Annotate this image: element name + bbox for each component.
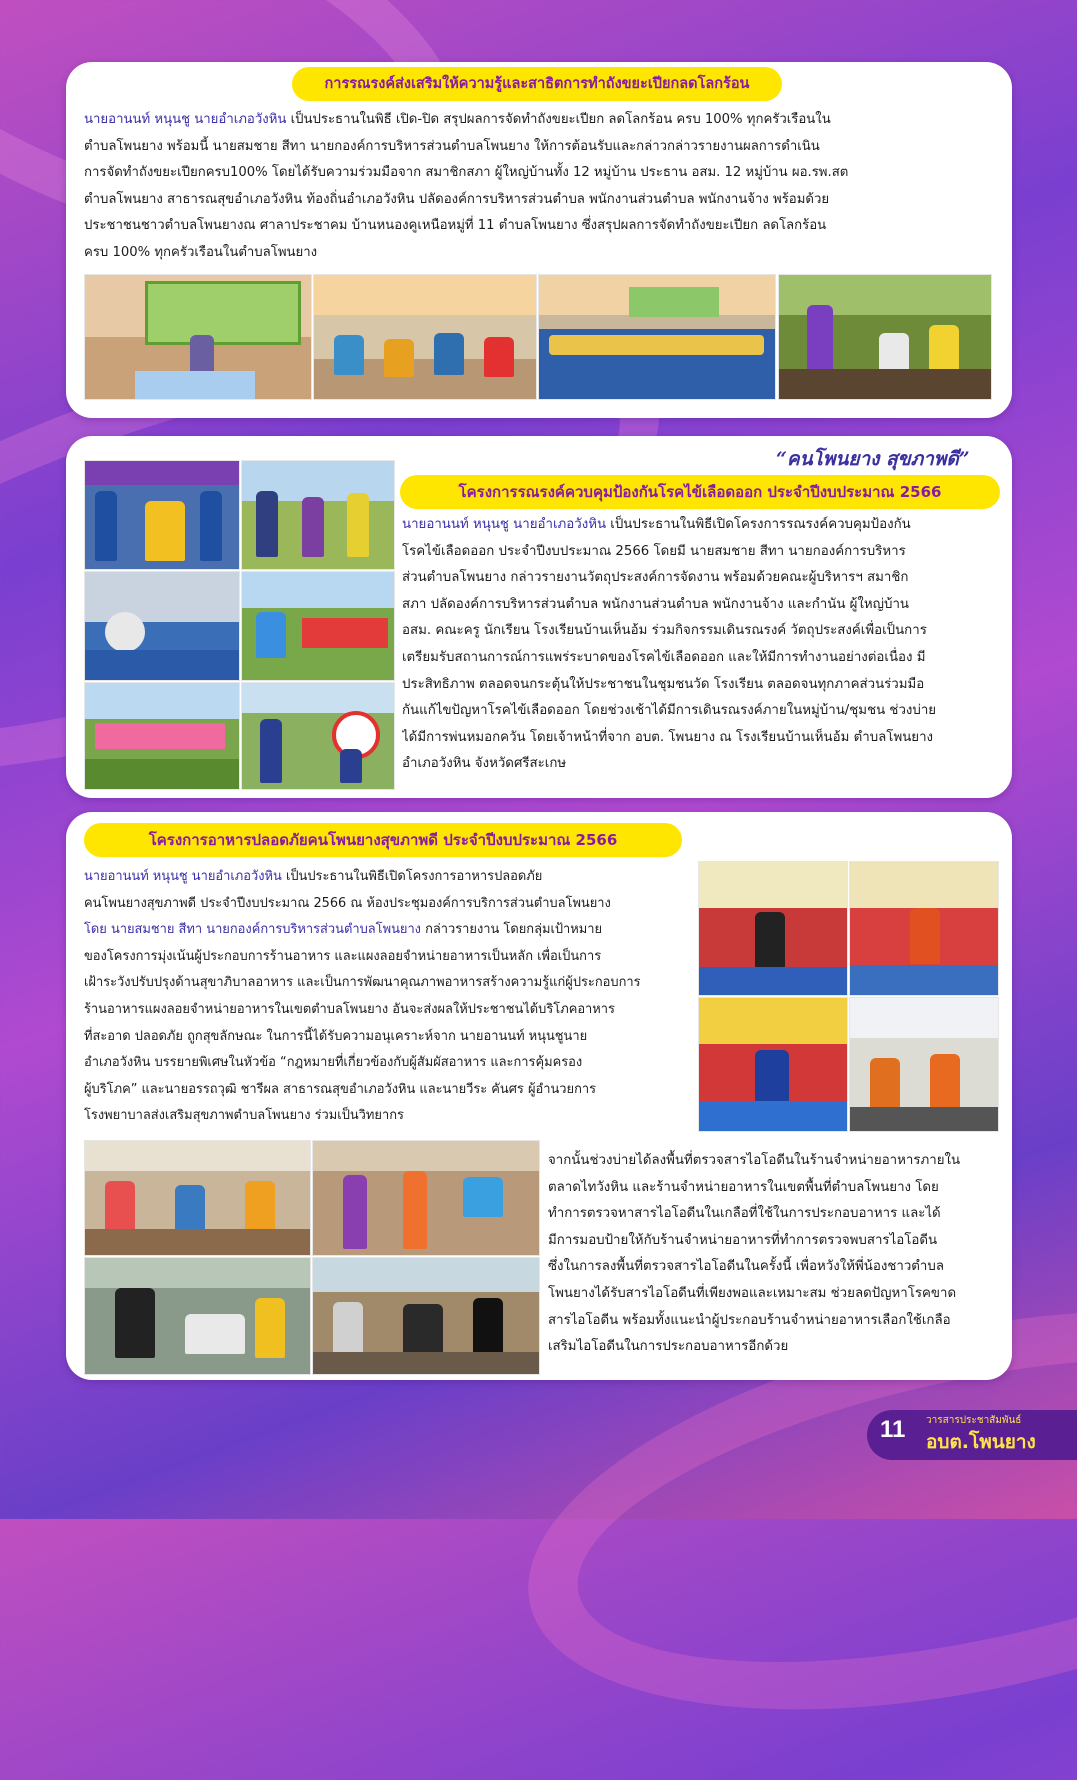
photo-meeting-attendees	[849, 997, 999, 1132]
photo-opening-ribbon	[84, 460, 240, 570]
highlighted-name: โดย นายสมชาย สีทา นายกองค์การบริหารส่วนตำบลโพนยาง	[84, 922, 421, 938]
highlighted-name: นายอานนท์ หนุนชู นายอำเภอวังหิน	[84, 869, 282, 884]
text-line	[548, 1254, 998, 1281]
photo-audience-tent	[313, 274, 537, 400]
section-3-text-upper	[84, 864, 688, 1130]
text-line	[84, 944, 688, 971]
line-text: ที่สะอาด ปลอดภัย ถูกสุขลักษณะ ในการนี้ได้รับความอนุเคราะห์จาก นายอานนท์ หนุนชูนาย	[84, 1028, 588, 1044]
line-text: ซึ่งในการลงพื้นที่ตรวจสารไอโอดีนในครั้งนี้ เพื่อหวังให้พี่น้องชาวตำบล	[548, 1259, 944, 1275]
text-line	[548, 1334, 998, 1361]
text-line	[402, 539, 996, 566]
line-text: สภา ปลัดองค์การบริหารส่วนตำบล พนักงานส่วนตำบล พนักงานจ้าง และกำนัน ผู้ใหญ่บ้าน	[402, 596, 910, 612]
line-text: จากนั้นช่วงบ่ายได้ลงพื้นที่ตรวจสารไอโอดีนในร้านจำหน่ายอาหารภายใน	[548, 1153, 961, 1168]
section-2-text	[402, 512, 996, 778]
line-text: เตรียมรับสถานการณ์การแพร่ระบาดของโรคไข้เลือดออก และให้มีการทำงานอย่างต่อเนื่อง มี	[402, 649, 926, 665]
line-text: โรงพยาบาลส่งเสริมสุขภาพตำบลโพนยาง ร่วมเป็นวิทยากร	[84, 1108, 404, 1124]
section-3-text-lower	[548, 1148, 998, 1361]
line-text: มีการมอบป้ายให้กับร้านจำหน่ายอาหารที่ทำการตรวจพบสารไอโอดีน	[548, 1232, 938, 1248]
text-line	[84, 917, 688, 944]
line-text: ทำการตรวจหาสารไอโอดีนในเกลือที่ใช้ในการประกอบอาหาร และได้	[548, 1206, 941, 1222]
org-logo-text: อบต.โพนยาง	[926, 1431, 1036, 1453]
text-line	[548, 1201, 998, 1228]
line-text: อสม. คณะครู นักเรียน โรงเรียนบ้านเห็นอ้ม ร่วมกิจกรรมเดินรณรงค์ วัตถุประสงค์เพื่อเป็นการ	[402, 623, 927, 639]
photo-meeting-speaker	[698, 861, 848, 996]
text-line	[548, 1228, 998, 1255]
photo-meeting-presenter	[849, 861, 999, 996]
text-line	[402, 592, 996, 619]
line-text: โพนยางได้รับสารไอโอดีนที่เพียงพอและเหมาะสม ช่วยลดปัญหาโรคขาด	[548, 1285, 957, 1301]
photo-market-inspection	[312, 1257, 540, 1375]
text-line	[402, 725, 996, 752]
text-line	[402, 672, 996, 699]
text-line	[84, 891, 688, 918]
photo-officials-outdoor	[241, 460, 395, 570]
text-line	[84, 970, 688, 997]
photo-campaign-banner	[241, 571, 395, 681]
text-line	[402, 618, 996, 645]
text-line	[548, 1308, 998, 1335]
section-2-banner: โครงการรณรงค์ควบคุมป้องกันโรคไข้เลือดออก ประจำปีงบประมาณ 2566	[400, 475, 1000, 509]
line-text: ได้มีการพ่นหมอกควัน โดยเจ้าหน้าที่จาก อบต. โพนยาง ณ โรงเรียนบ้านเห็นอ้ม ตำบลโพนยาง	[402, 729, 934, 745]
line-text: สารไอโอดีน พร้อมทั้งแนะนำผู้ประกอบร้านจำหน่ายอาหารเลือกใช้เกลือ	[548, 1312, 951, 1328]
photo-training-room	[84, 1140, 311, 1256]
line-text: เฝ้าระวังปรับปรุงด้านสุขาภิบาลอาหาร และเป็นการพัฒนาคุณภาพอาหารสร้างความรู้แก่ผู้ประกอบการ	[84, 975, 641, 991]
line-text: คนโพนยางสุขภาพดี ประจำปีงบประมาณ 2566 ณ ห้องประชุมองค์การบริการส่วนตำบลโพนยาง	[84, 895, 611, 911]
line-text: ครบ 100% ทุกครัวเรือนในตำบลโพนยาง	[84, 244, 318, 260]
section-3-banner: โครงการอาหารปลอดภัยคนโพนยางสุขภาพดี ประจำปีงบประมาณ 2566	[84, 823, 682, 857]
text-line	[84, 240, 996, 267]
text-line	[84, 864, 688, 891]
text-line	[402, 565, 996, 592]
line-text: ประชาชนชาวตำบลโพนยางณ ศาลาประชาคม บ้านหนองคูเหนือหมู่ที่ 11 ตำบลโพนยาง ซึ่งสรุปผลการจัดทำถังขยะเปียก ลดโลกร้อน	[84, 218, 827, 234]
line-text: ผู้บริโภค” และนายอรรถวุฒิ ชารีผล สาธารณสุขอำเภอวังหิน และนายวีระ คันศร ผู้อำนวยการ	[84, 1081, 597, 1097]
text-line	[84, 134, 996, 161]
line-text: เป็นประธานในพิธีเปิดโครงการอาหารปลอดภัย	[281, 869, 543, 884]
highlighted-name: นายอานนท์ หนุนชู นายอำเภอวังหิน	[84, 112, 287, 127]
text-line	[548, 1175, 998, 1202]
text-line	[402, 751, 996, 778]
line-text: เป็นประธานในพิธีเปิดโครงการรณรงค์ควบคุมป้องกัน	[606, 517, 911, 532]
text-line	[84, 997, 688, 1024]
line-text: เสริมไอโอดีนในการประกอบอาหารอีกด้วย	[548, 1339, 789, 1355]
text-line	[84, 1050, 688, 1077]
text-line	[84, 107, 996, 134]
line-text: ตลาดไทวังหิน และร้านจำหน่ายอาหารในเขตพื้นที่ตำบลโพนยาง โดย	[548, 1179, 939, 1195]
text-line	[84, 213, 996, 240]
page-number: 11	[880, 1416, 906, 1443]
section-1-banner: การรณรงค์ส่งเสริมให้ความรู้และสาธิตการทำถังขยะเปียกลดโลกร้อน	[292, 67, 782, 101]
line-text: กันแก้ไขปัญหาโรคไข้เลือดออก โดยช่วงเช้าได้มีการเดินรณรงค์ภายในหมู่บ้าน/ชุมชน ช่วงบ่าย	[402, 703, 937, 719]
photo-shop-certificate	[312, 1140, 540, 1256]
text-line	[402, 698, 996, 725]
photo-salt-test	[84, 1257, 311, 1375]
text-line	[548, 1281, 998, 1308]
photo-students-signs	[241, 682, 395, 790]
photo-meeting-stage	[698, 997, 848, 1132]
photo-group-photo	[538, 274, 776, 400]
text-line	[402, 645, 996, 672]
line-text: ประสิทธิภาพ ตลอดจนกระตุ้นให้ประชาชนในชุมชนวัด โรงเรียน ตลอดจนทุกภาคส่วนร่วมมือ	[402, 676, 925, 692]
text-line	[84, 1024, 688, 1051]
line-text: อำเภอวังหิน จังหวัดศรีสะเกษ	[402, 756, 567, 772]
photo-fogging-spray	[84, 571, 240, 681]
section-1-text	[84, 107, 996, 267]
journal-label: วารสารประชาสัมพันธ์	[926, 1415, 1022, 1426]
line-text: ตำบลโพนยาง พร้อมนี้ นายสมชาย สีทา นายกองค์การบริหารส่วนตำบลโพนยาง ให้การต้อนรับและกล่าวกล่าวรายงานผลการดำเนิน	[84, 138, 820, 154]
text-line	[84, 187, 996, 214]
line-text: ร้านอาหารแผงลอยจำหน่ายอาหารในเขตตำบลโพนยาง อันจะส่งผลให้ประชาชนได้บริโภคอาหาร	[84, 1001, 615, 1017]
line-text: กล่าวรายงาน โดยกลุ่มเป้าหมาย	[420, 922, 603, 938]
text-line	[548, 1148, 998, 1175]
line-text: เป็นประธานในพิธี เปิด-ปิด สรุปผลการจัดทำถังขยะเปียก ลดโลกร้อน ครบ 100% ทุกครัวเรือนใน	[286, 112, 831, 127]
line-text: ส่วนตำบลโพนยาง กล่าวรายงานวัตถุประสงค์การจัดงาน พร้อมด้วยคณะผู้บริหารฯ สมาชิก	[402, 570, 909, 586]
line-text: โรคไข้เลือดออก ประจำปีงบประมาณ 2566 โดยมี นายสมชาย สีทา นายกองค์การบริหาร	[402, 543, 906, 559]
line-text: อำเภอวังหิน บรรยายพิเศษในหัวข้อ “กฎหมายที่เกี่ยวข้องกับผู้สัมผัสอาหาร และการคุ้มครอง	[84, 1055, 583, 1071]
line-text: ตำบลโพนยาง สาธารณสุขอำเภอวังหิน ท้องถิ่นอำเภอวังหิน ปลัดองค์การบริหารส่วนตำบล พนักงานส่วนตำบล พนักงานจ้าง พร้อมด้วย	[84, 191, 830, 207]
photo-ceremony-podium	[84, 274, 312, 400]
section-2-slogan: “คนโพนยาง สุขภาพดี”	[776, 448, 970, 470]
photo-campaign-crowd	[84, 682, 240, 790]
text-line	[84, 160, 996, 187]
line-text: การจัดทำถังขยะเปียกครบ100% โดยได้รับความร่วมมือจาก สมาชิกสภา ผู้ใหญ่บ้านทั้ง 12 หมู่บ้าน ประธาน อสม. 12 หมู่บ้าน ผอ.รพ.สต	[84, 165, 849, 181]
line-text: ของโครงการมุ่งเน้นผู้ประกอบการร้านอาหาร และแผงลอยจำหน่ายอาหารเป็นหลัก เพื่อเป็นการ	[84, 948, 602, 964]
photo-bin-demonstration	[778, 274, 992, 400]
highlighted-name: นายอานนท์ หนุนชู นายอำเภอวังหิน	[402, 517, 607, 532]
text-line	[84, 1077, 688, 1104]
text-line	[84, 1103, 688, 1130]
text-line	[402, 512, 996, 539]
